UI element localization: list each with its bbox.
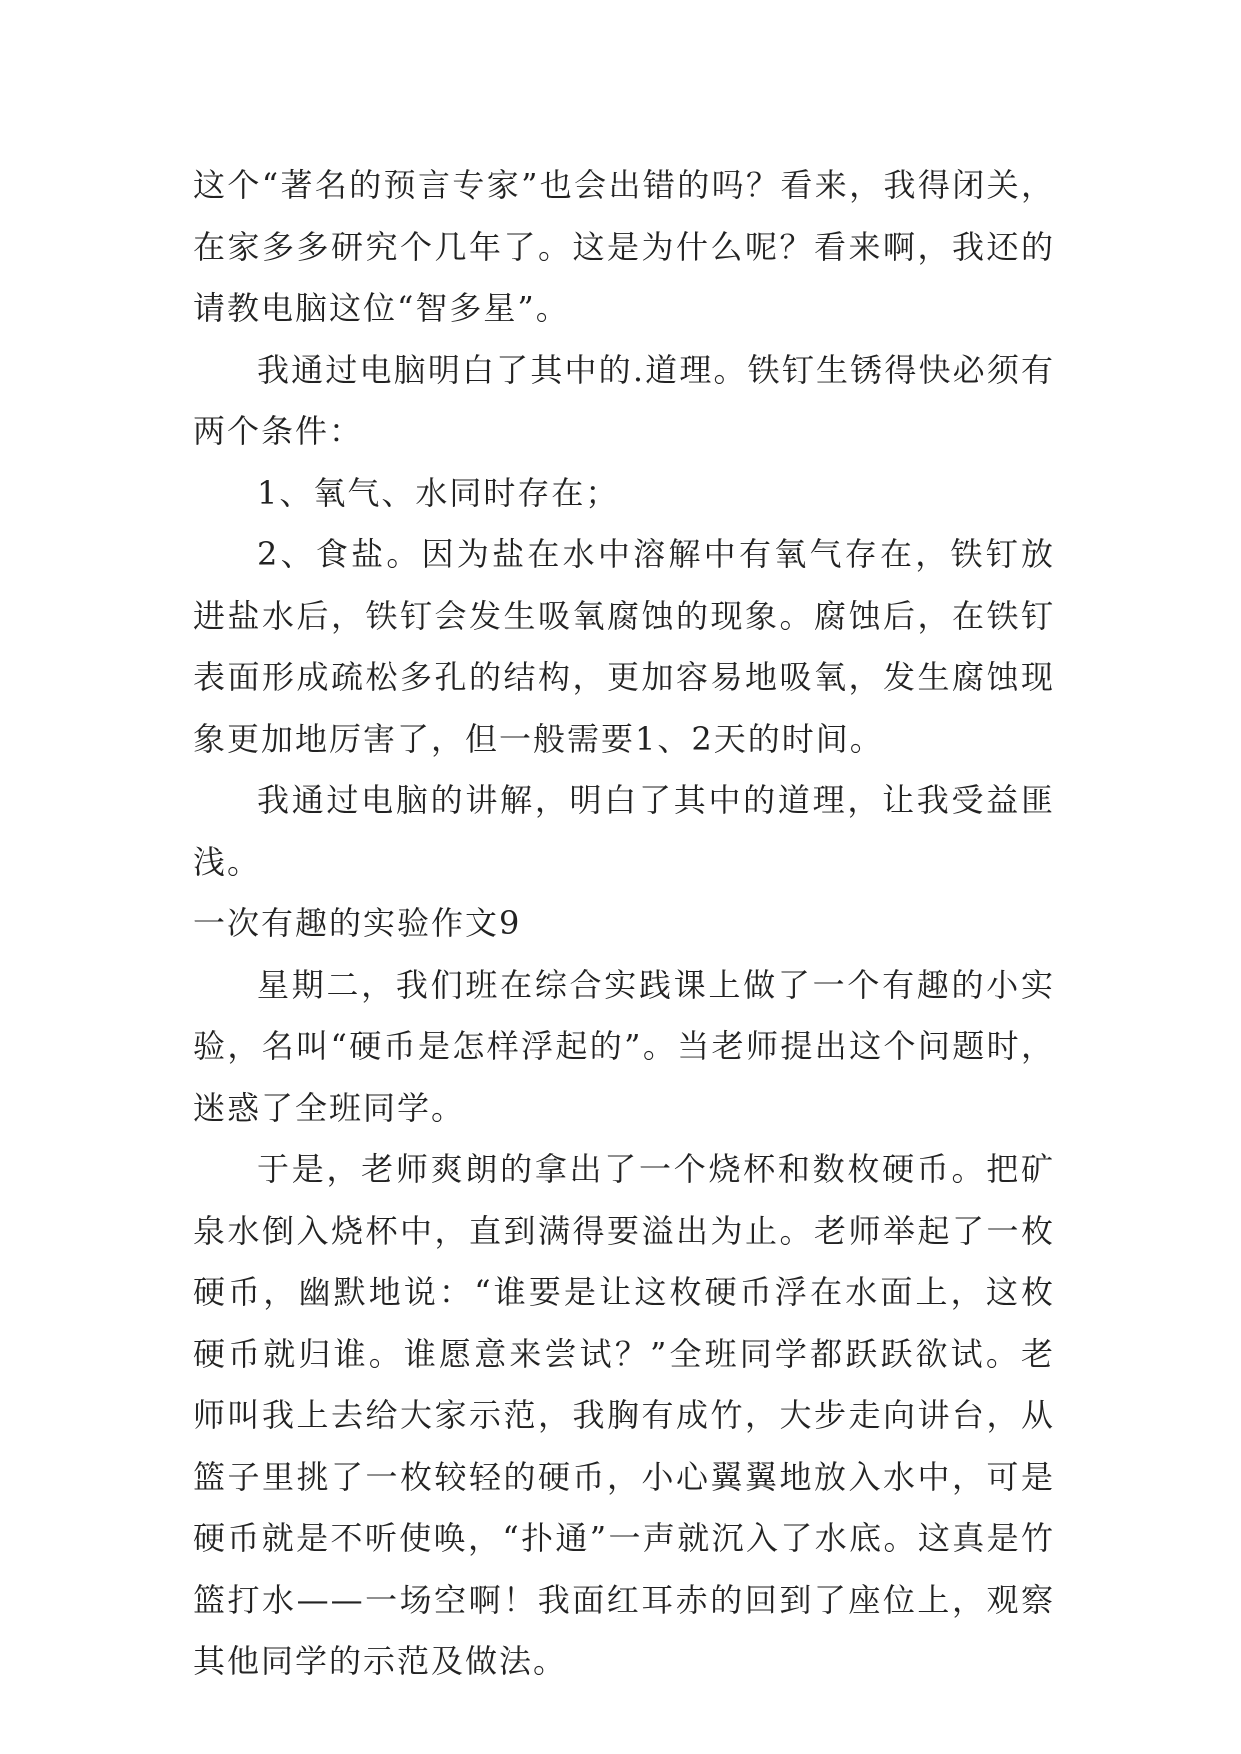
- paragraph-1: 这个“著名的预言专家”也会出错的吗？看来，我得闭关，在家多多研究个几年了。这是为什么呢？看来啊，我还的请教电脑这位“智多星”。: [193, 166, 1055, 327]
- section-paragraph-1: 星期二，我们班在综合实践课上做了一个有趣的小实验，名叫“硬币是怎样浮起的”。当老师提出这个问题时，迷惑了全班同学。: [193, 965, 1055, 1127]
- document-body: [193, 155, 1055, 1693]
- paragraph-4: 2、食盐。因为盐在水中溶解中有氧气存在，铁钉放进盐水后，铁钉会发生吸氧腐蚀的现象。腐蚀后，在铁钉表面形成疏松多孔的结构，更加容易地吸氧，发生腐蚀现象更加地厉害了，但一般需要1、2天的时间。: [193, 535, 1055, 758]
- paragraph-5: 我通过电脑的讲解，明白了其中的道理，让我受益匪浅。: [193, 781, 1055, 881]
- paragraph-2: 我通过电脑明白了其中的.道理。铁钉生锈得快必须有两个条件：: [193, 350, 1055, 450]
- section-title: 一次有趣的实验作文9: [193, 904, 522, 942]
- paragraph-3: 1、氧气、水同时存在；: [257, 473, 620, 512]
- section-paragraph-2: 于是，老师爽朗的拿出了一个烧杯和数枚硬币。把矿泉水倒入烧杯中，直到满得要溢出为止。老师举起了一枚硬币，幽默地说：“谁要是让这枚硬币浮在水面上，这枚硬币就归谁。谁愿意来尝试？”全班同学都跃跃欲试。老师叫我上去给大家示范，我胸有成竹，大步走向讲台，从篮子里挑了一枚较轻的硬币，小心翼翼地放入水中，可是硬币就是不听使唤，“扑通”一声就沉入了水底。这真是竹篮打水——一场空啊！我面红耳赤的回到了座位上，观察其他同学的示范及做法。: [193, 1150, 1055, 1680]
